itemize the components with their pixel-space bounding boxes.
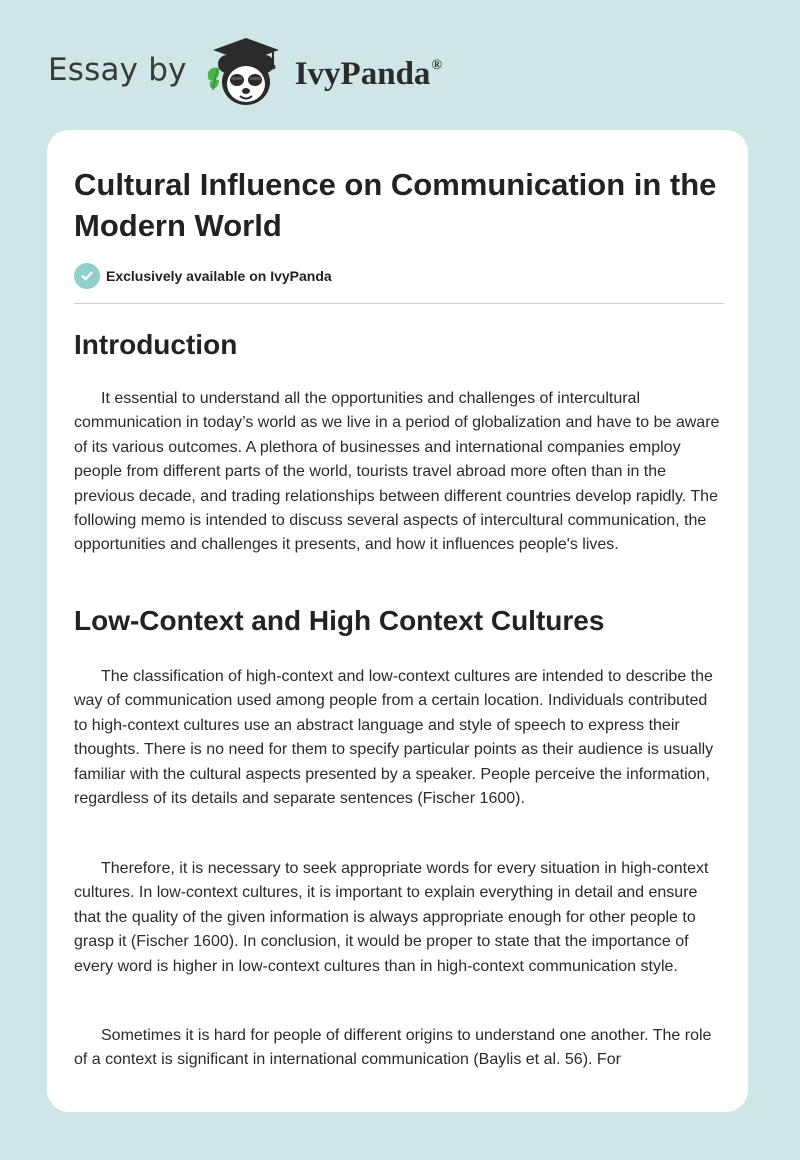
paragraph: The classification of high-context and low-context cultures are intended to describe the way of communication used among people from a certain location. Individuals contributed to high-context cultures use an abstract language and style of speech to express their thoughts. There is no need for them to specify particular points as their audience is usually familiar with the cultural aspects presented by a speaker. People perceive the information, regardless of its details and separate sentences (Fischer 1600). (74, 668, 714, 808)
paragraph: Therefore, it is necessary to seek appropriate words for every situation in high-context cultures. In low-context cultures, it is important to explain everything in detail and ensure that the quality of the given information is always appropriate enough for other people to grasp it (Fischer 1600). In conclusion, it would be proper to state that the importance of every word is higher in low-context cultures than in high-context communication style. (74, 860, 709, 975)
title-divider (74, 303, 724, 304)
exclusive-badge-text: Exclusively available on IvyPanda (106, 268, 332, 284)
panda-logo-icon[interactable] (203, 34, 289, 110)
paragraph: Sometimes it is hard for people of different origins to understand one another. The role of a context is significant in international communication (Baylis et al. 56). For (74, 1027, 712, 1069)
check-circle-icon (74, 263, 100, 289)
section-heading-context-cultures: Low-Context and High Context Cultures (74, 605, 605, 636)
exclusive-badge (74, 263, 332, 289)
registered-mark: ® (431, 57, 442, 73)
essay-card (47, 130, 748, 1112)
brand-name[interactable]: IvyPanda® (294, 55, 442, 92)
essay-by-label: Essay by (48, 52, 187, 88)
section-heading-introduction: Introduction (74, 329, 238, 360)
essay-title: Cultural Influence on Communication in the Modern World (74, 167, 717, 243)
site-header (48, 34, 442, 110)
paragraph: It essential to understand all the opportunities and challenges of intercultural communication in today’s world as we live in a period of globalization and have to be aware of its various outcomes. A plethora of businesses and international companies employ people from different parts of the world, tourists travel abroad more often than in the previous decade, and trading relationships between different countries develop rapidly. The following memo is intended to discuss several aspects of intercultural communication, the opportunities and challenges it presents, and how it influences people's lives. (74, 390, 720, 554)
